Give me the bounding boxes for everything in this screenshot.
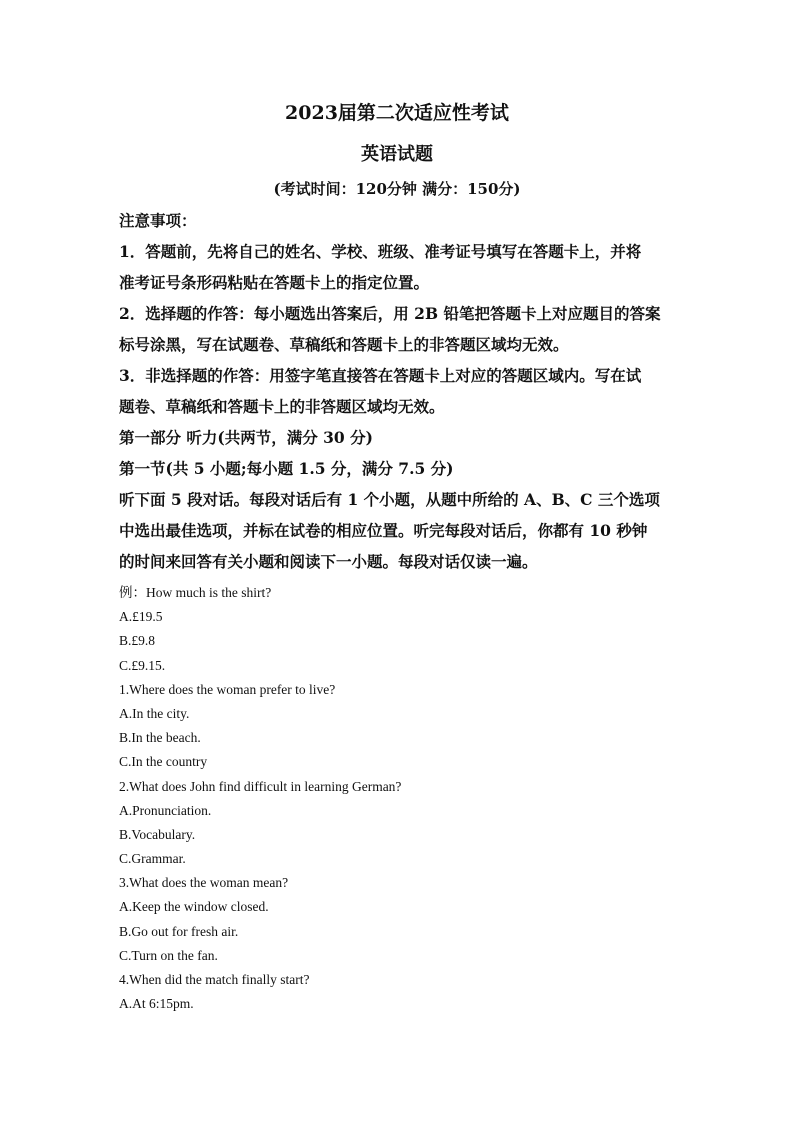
listening-instruction: 的时间来回答有关小题和阅读下一小题。每段对话仅读一遍。 [119, 552, 538, 571]
question: 2.What does John find difficult in learning German? [119, 778, 402, 794]
notice-line: 3．非选择题的作答：用签字笔直接答在答题卡上对应的答题区域内。写在试 [119, 366, 642, 385]
answer-option: A.£19.5 [119, 609, 163, 625]
notice-line: 1．答题前，先将自己的姓名、学校、班级、准考证号填写在答题卡上，并将 [119, 242, 642, 261]
notice-line: 题卷、草稿纸和答题卡上的非答题区域均无效。 [119, 397, 445, 416]
notice-heading: 注意事项： [119, 211, 197, 230]
question: 3.What does the woman mean? [119, 875, 289, 891]
section1-heading: 第一节(共 5 小题;每小题 1.5 分，满分 7.5 分) [119, 459, 454, 478]
answer-option: A.At 6:15pm. [119, 996, 194, 1012]
subject-title: 英语试题 [361, 144, 433, 165]
listening-instruction: 听下面 5 段对话。每段对话后有 1 个小题，从题中所给的 A、B、C 三个选项 [119, 490, 660, 509]
answer-option: A.Pronunciation. [119, 802, 212, 818]
answer-option: B.In the beach. [119, 730, 201, 746]
exam-title: 2023届第二次适应性考试 [285, 102, 509, 124]
question: 4.When did the match finally start? [119, 972, 310, 987]
part1-heading: 第一部分 听力(共两节，满分 30 分) [119, 428, 373, 447]
notice-line: 准考证号条形码粘贴在答题卡上的指定位置。 [119, 273, 430, 292]
notice-section [119, 205, 679, 577]
answer-option: B.Vocabulary. [119, 826, 196, 842]
answer-option: A.Keep the window closed. [119, 899, 269, 915]
answer-option: C.£9.15. [119, 657, 166, 673]
answer-option: B.Go out for fresh air. [119, 923, 239, 939]
answer-option: C.Turn on the fan. [119, 947, 218, 963]
notice-line: 2．选择题的作答：每小题选出答案后，用 2B 铅笔把答题卡上对应题目的答案 [119, 304, 661, 323]
answer-option: A.In the city. [119, 705, 190, 721]
exam-time-info: (考试时间：120分钟 满分：150分) [273, 180, 521, 198]
answer-option: C.Grammar. [119, 851, 186, 867]
questions-list [119, 581, 401, 1016]
notice-line: 标号涂黑，写在试题卷、草稿纸和答题卡上的非答题区域均无效。 [119, 335, 569, 354]
answer-option: C.In the country [119, 754, 208, 770]
answer-option: B.£9.8 [119, 633, 156, 649]
example-question: 例：How much is the shirt? [119, 585, 272, 600]
listening-instruction: 中选出最佳选项，并标在试卷的相应位置。听完每段对话后，你都有 10 秒钟 [119, 521, 648, 540]
question: 1.Where does the woman prefer to live? [119, 681, 336, 697]
